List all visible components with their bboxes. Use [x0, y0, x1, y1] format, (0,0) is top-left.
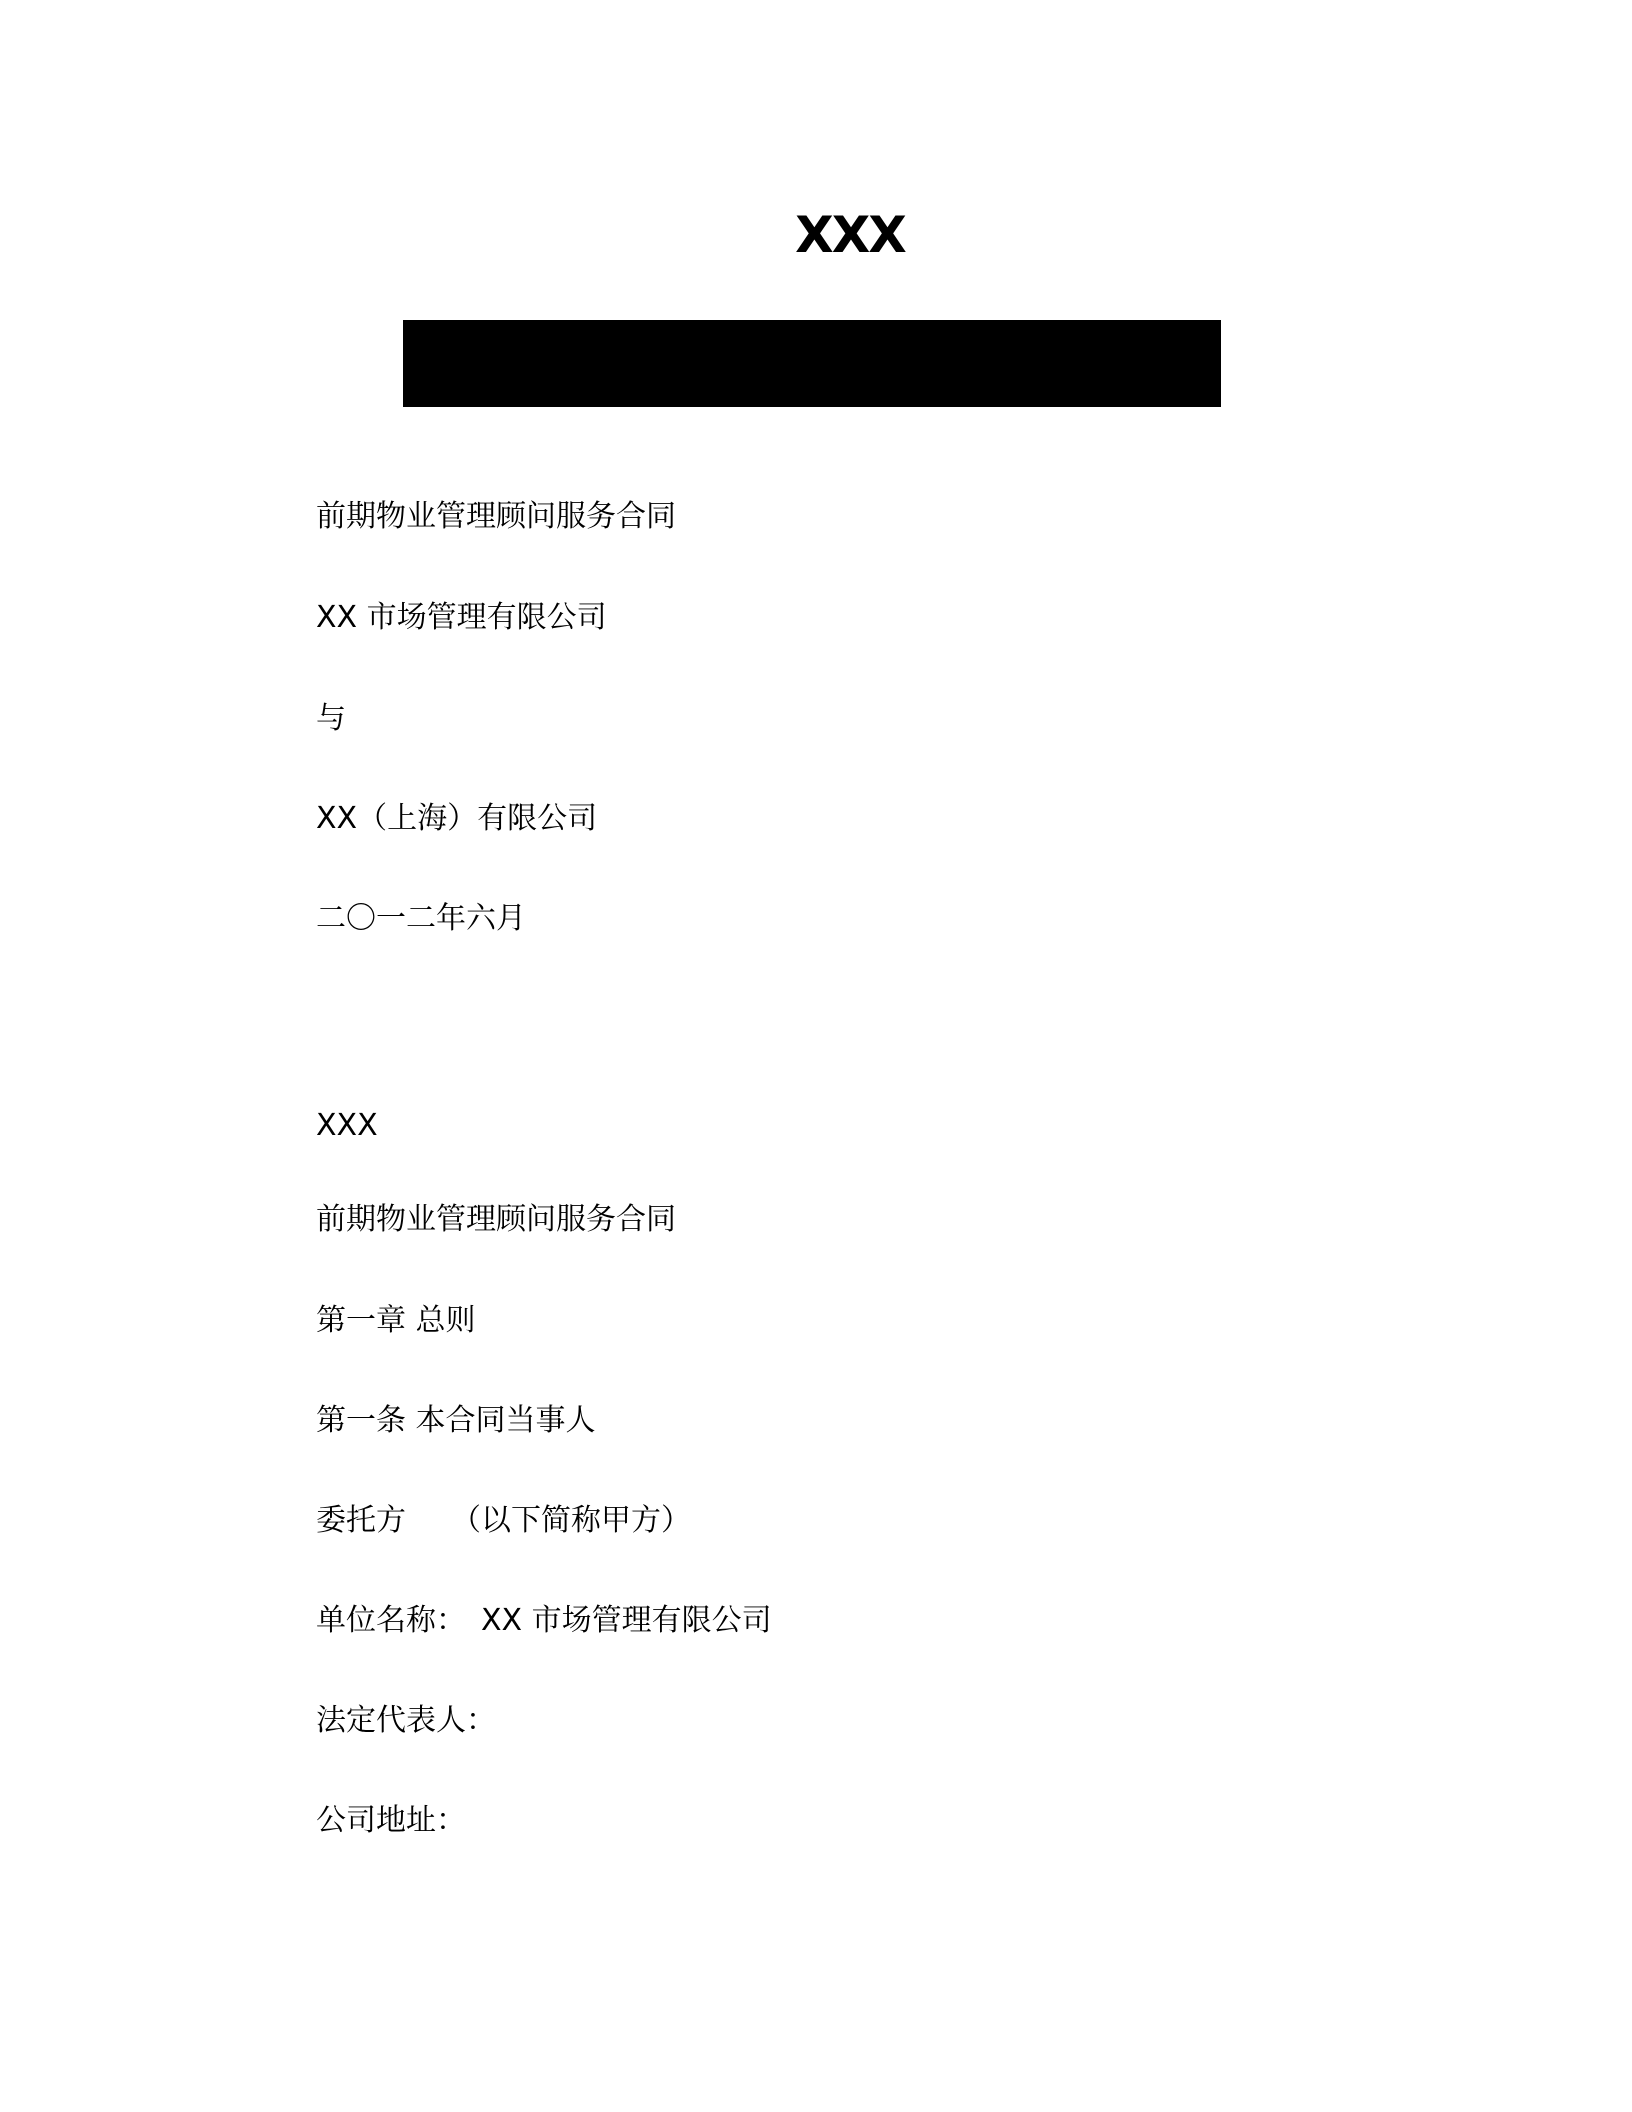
- cover-conjunction: 与: [316, 701, 346, 736]
- redaction-block: [403, 320, 1221, 407]
- body-contract-name: 前期物业管理顾问服务合同: [316, 1202, 676, 1237]
- cover-party-a: XX 市场管理有限公司: [316, 600, 607, 635]
- cover-party-b: XX（上海）有限公司: [316, 801, 598, 836]
- document-title: XXX: [795, 206, 905, 264]
- article-heading: 第一条 本合同当事人: [316, 1403, 596, 1438]
- unit-name-line: 单位名称： XX 市场管理有限公司: [316, 1603, 772, 1638]
- legal-representative-line: 法定代表人：: [316, 1703, 496, 1738]
- entrusting-party-line: 委托方 （以下简称甲方）: [316, 1503, 691, 1538]
- cover-contract-name: 前期物业管理顾问服务合同: [316, 499, 676, 534]
- body-heading: XXX: [316, 1108, 378, 1143]
- cover-date: 二〇一二年六月: [316, 901, 526, 936]
- company-address-line: 公司地址：: [316, 1803, 466, 1838]
- chapter-heading: 第一章 总则: [316, 1303, 476, 1338]
